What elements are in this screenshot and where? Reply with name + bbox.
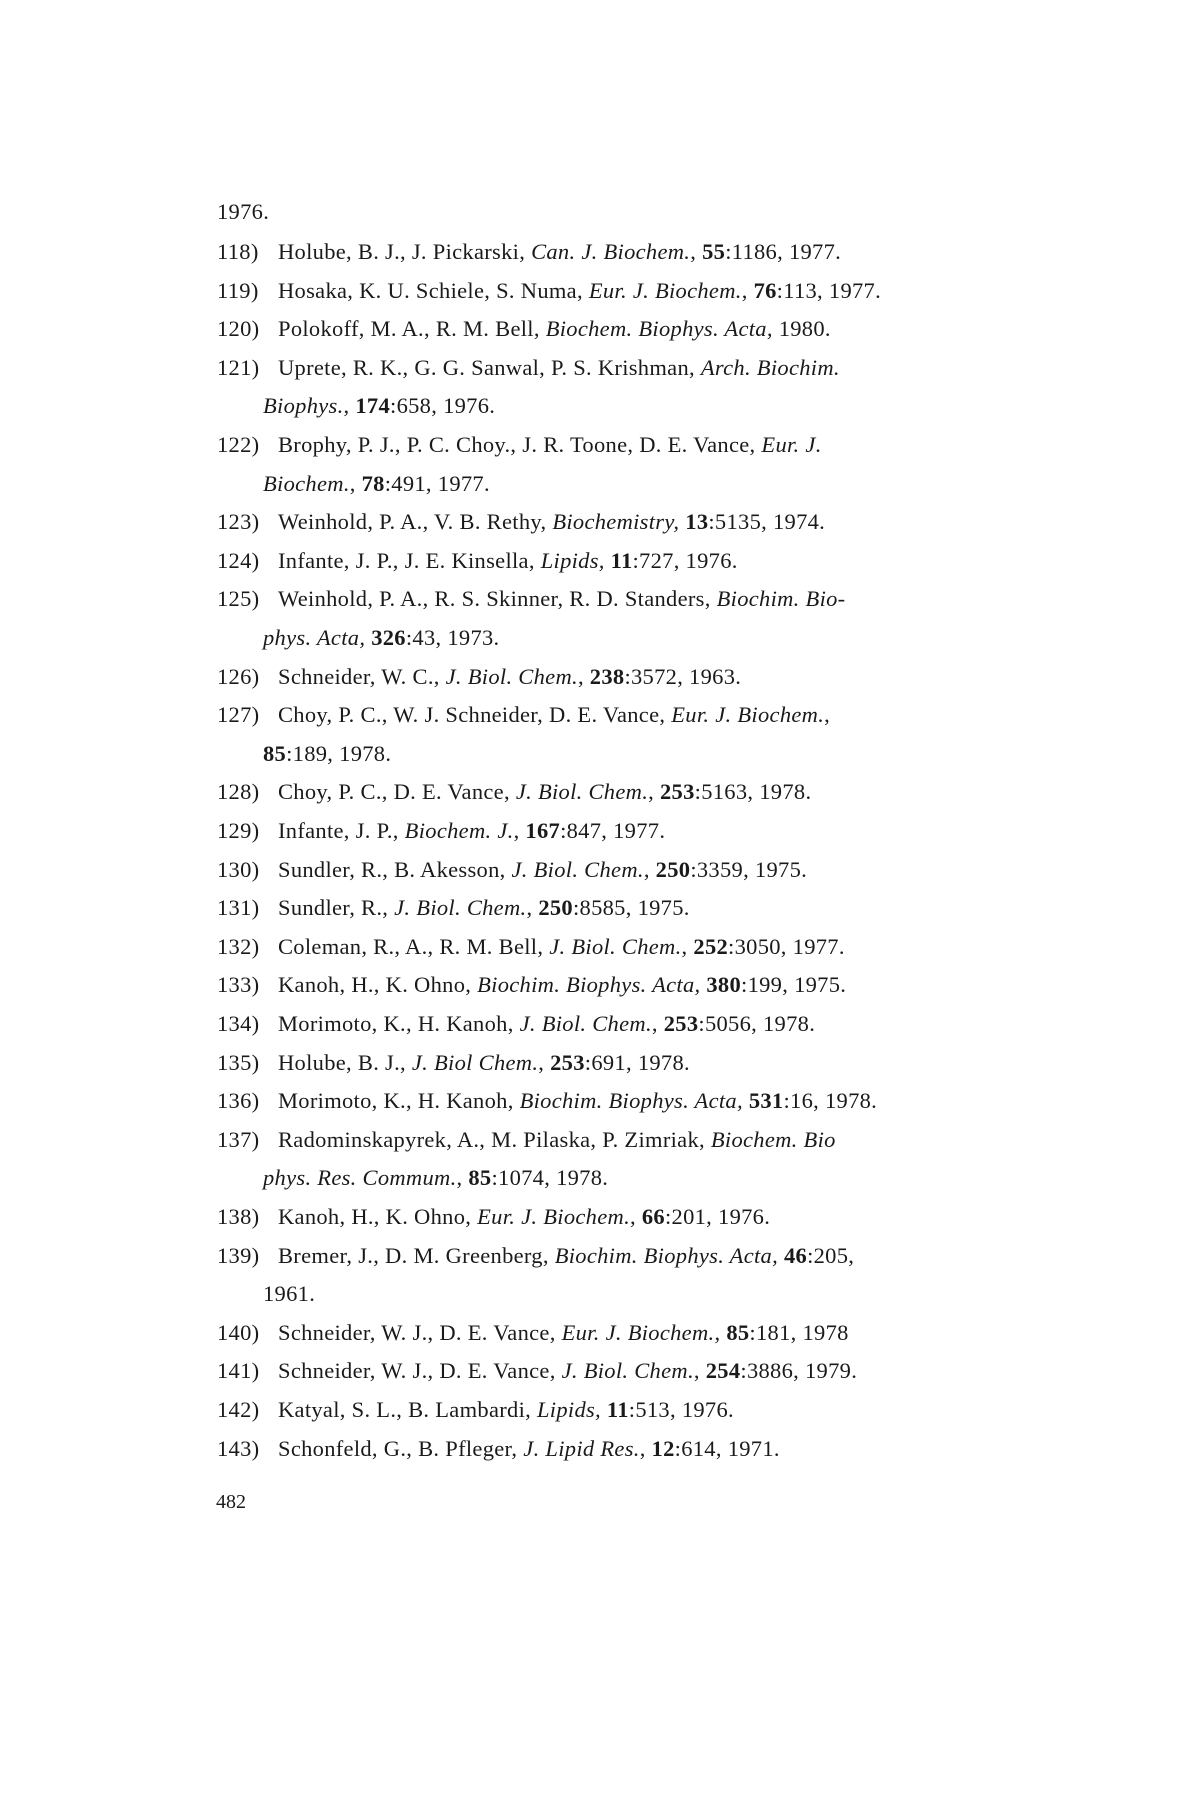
reference-number: 123) xyxy=(217,509,260,535)
reference-text: Radominskapyrek, A., M. Pilaska, P. Zimriak, Biochem. Bio xyxy=(278,1126,836,1152)
reference-number: 124) xyxy=(217,547,260,573)
reference-text: Holube, B. J., J. Biol Chem., 253:691, 1978. xyxy=(278,1049,690,1075)
reference-number: 143) xyxy=(217,1435,260,1461)
reference-number: 135) xyxy=(217,1049,260,1075)
reference-number: 139) xyxy=(217,1242,260,1268)
reference-text: Schneider, W. J., D. E. Vance, J. Biol. Chem., 254:3886, 1979. xyxy=(278,1358,858,1384)
reference-text: phys. Acta, 326:43, 1973. xyxy=(263,625,500,650)
reference-number: 120) xyxy=(217,316,260,342)
reference-number: 141) xyxy=(217,1358,260,1384)
reference-text: Schneider, W. C., J. Biol. Chem., 238:3572, 1963. xyxy=(278,663,742,689)
reference-text: Biochem., 78:491, 1977. xyxy=(263,470,490,496)
reference-number: 131) xyxy=(217,895,260,921)
reference-number: 127) xyxy=(217,702,260,728)
reference-text: Morimoto, K., H. Kanoh, J. Biol. Chem., 253:5056, 1978. xyxy=(278,1011,816,1036)
reference-text: Choy, P. C., D. E. Vance, J. Biol. Chem., 253:5163, 1978. xyxy=(278,779,812,805)
reference-text: Weinhold, P. A., V. B. Rethy, Biochemistry, 13:5135, 1974. xyxy=(278,509,826,535)
reference-number: 125) xyxy=(217,586,260,612)
reference-number: 134) xyxy=(217,1011,260,1036)
reference-text: Morimoto, K., H. Kanoh, Biochim. Biophys. Acta, 531:16, 1978. xyxy=(278,1088,878,1114)
reference-text: Infante, J. P., J. E. Kinsella, Lipids, 11:727, 1976. xyxy=(278,547,738,573)
reference-number: 136) xyxy=(217,1088,260,1114)
reference-text: Coleman, R., A., R. M. Bell, J. Biol. Chem., 252:3050, 1977. xyxy=(278,933,845,959)
reference-text: Kanoh, H., K. Ohno, Eur. J. Biochem., 66:201, 1976. xyxy=(278,1204,771,1229)
reference-number: 128) xyxy=(217,779,260,805)
reference-text: Biophys., 174:658, 1976. xyxy=(263,393,496,419)
reference-number: 138) xyxy=(217,1204,260,1229)
reference-text: 85:189, 1978. xyxy=(263,740,392,766)
reference-text: Bremer, J., D. M. Greenberg, Biochim. Biophys. Acta, 46:205, xyxy=(278,1242,855,1268)
reference-number: 119) xyxy=(217,277,259,303)
reference-text: Sundler, R., J. Biol. Chem., 250:8585, 1975. xyxy=(278,895,690,921)
reference-text: 1961. xyxy=(263,1281,316,1307)
reference-number: 121) xyxy=(217,354,260,380)
reference-text: Weinhold, P. A., R. S. Skinner, R. D. Standers, Biochim. Bio- xyxy=(278,586,846,612)
page-number: 482 xyxy=(216,1491,246,1513)
continuation-text: 1976. xyxy=(217,199,270,224)
reference-number: 126) xyxy=(217,663,260,689)
reference-text: Polokoff, M. A., R. M. Bell, Biochem. Biophys. Acta, 1980. xyxy=(278,316,831,342)
reference-number: 137) xyxy=(217,1126,260,1152)
reference-number: 132) xyxy=(217,933,260,959)
reference-text: Brophy, P. J., P. C. Choy., J. R. Toone, D. E. Vance, Eur. J. xyxy=(278,432,822,457)
reference-text: Schonfeld, G., B. Pfleger, J. Lipid Res., 12:614, 1971. xyxy=(278,1435,780,1461)
reference-text: Schneider, W. J., D. E. Vance, Eur. J. Biochem., 85:181, 1978 xyxy=(278,1319,849,1345)
reference-number: 142) xyxy=(217,1397,260,1422)
reference-number: 130) xyxy=(217,856,260,882)
reference-text: Sundler, R., B. Akesson, J. Biol. Chem., 250:3359, 1975. xyxy=(278,856,808,882)
reference-text: Holube, B. J., J. Pickarski, Can. J. Biochem., 55:1186, 1977. xyxy=(278,239,842,264)
reference-text: Kanoh, H., K. Ohno, Biochim. Biophys. Acta, 380:199, 1975. xyxy=(278,972,847,998)
reference-number: 140) xyxy=(217,1319,260,1345)
reference-text: Katyal, S. L., B. Lambardi, Lipids, 11:513, 1976. xyxy=(278,1397,734,1422)
reference-number: 122) xyxy=(217,432,260,457)
reference-number: 118) xyxy=(217,239,259,264)
reference-text: phys. Res. Commum., 85:1074, 1978. xyxy=(263,1165,609,1191)
reference-text: Hosaka, K. U. Schiele, S. Numa, Eur. J. Biochem., 76:113, 1977. xyxy=(278,277,882,303)
reference-text: Choy, P. C., W. J. Schneider, D. E. Vance, Eur. J. Biochem., xyxy=(278,702,831,728)
reference-number: 129) xyxy=(217,818,260,843)
reference-text: Uprete, R. K., G. G. Sanwal, P. S. Krishman, Arch. Biochim. xyxy=(278,354,840,380)
reference-number: 133) xyxy=(217,972,260,998)
reference-text: Infante, J. P., Biochem. J., 167:847, 1977. xyxy=(278,818,666,843)
